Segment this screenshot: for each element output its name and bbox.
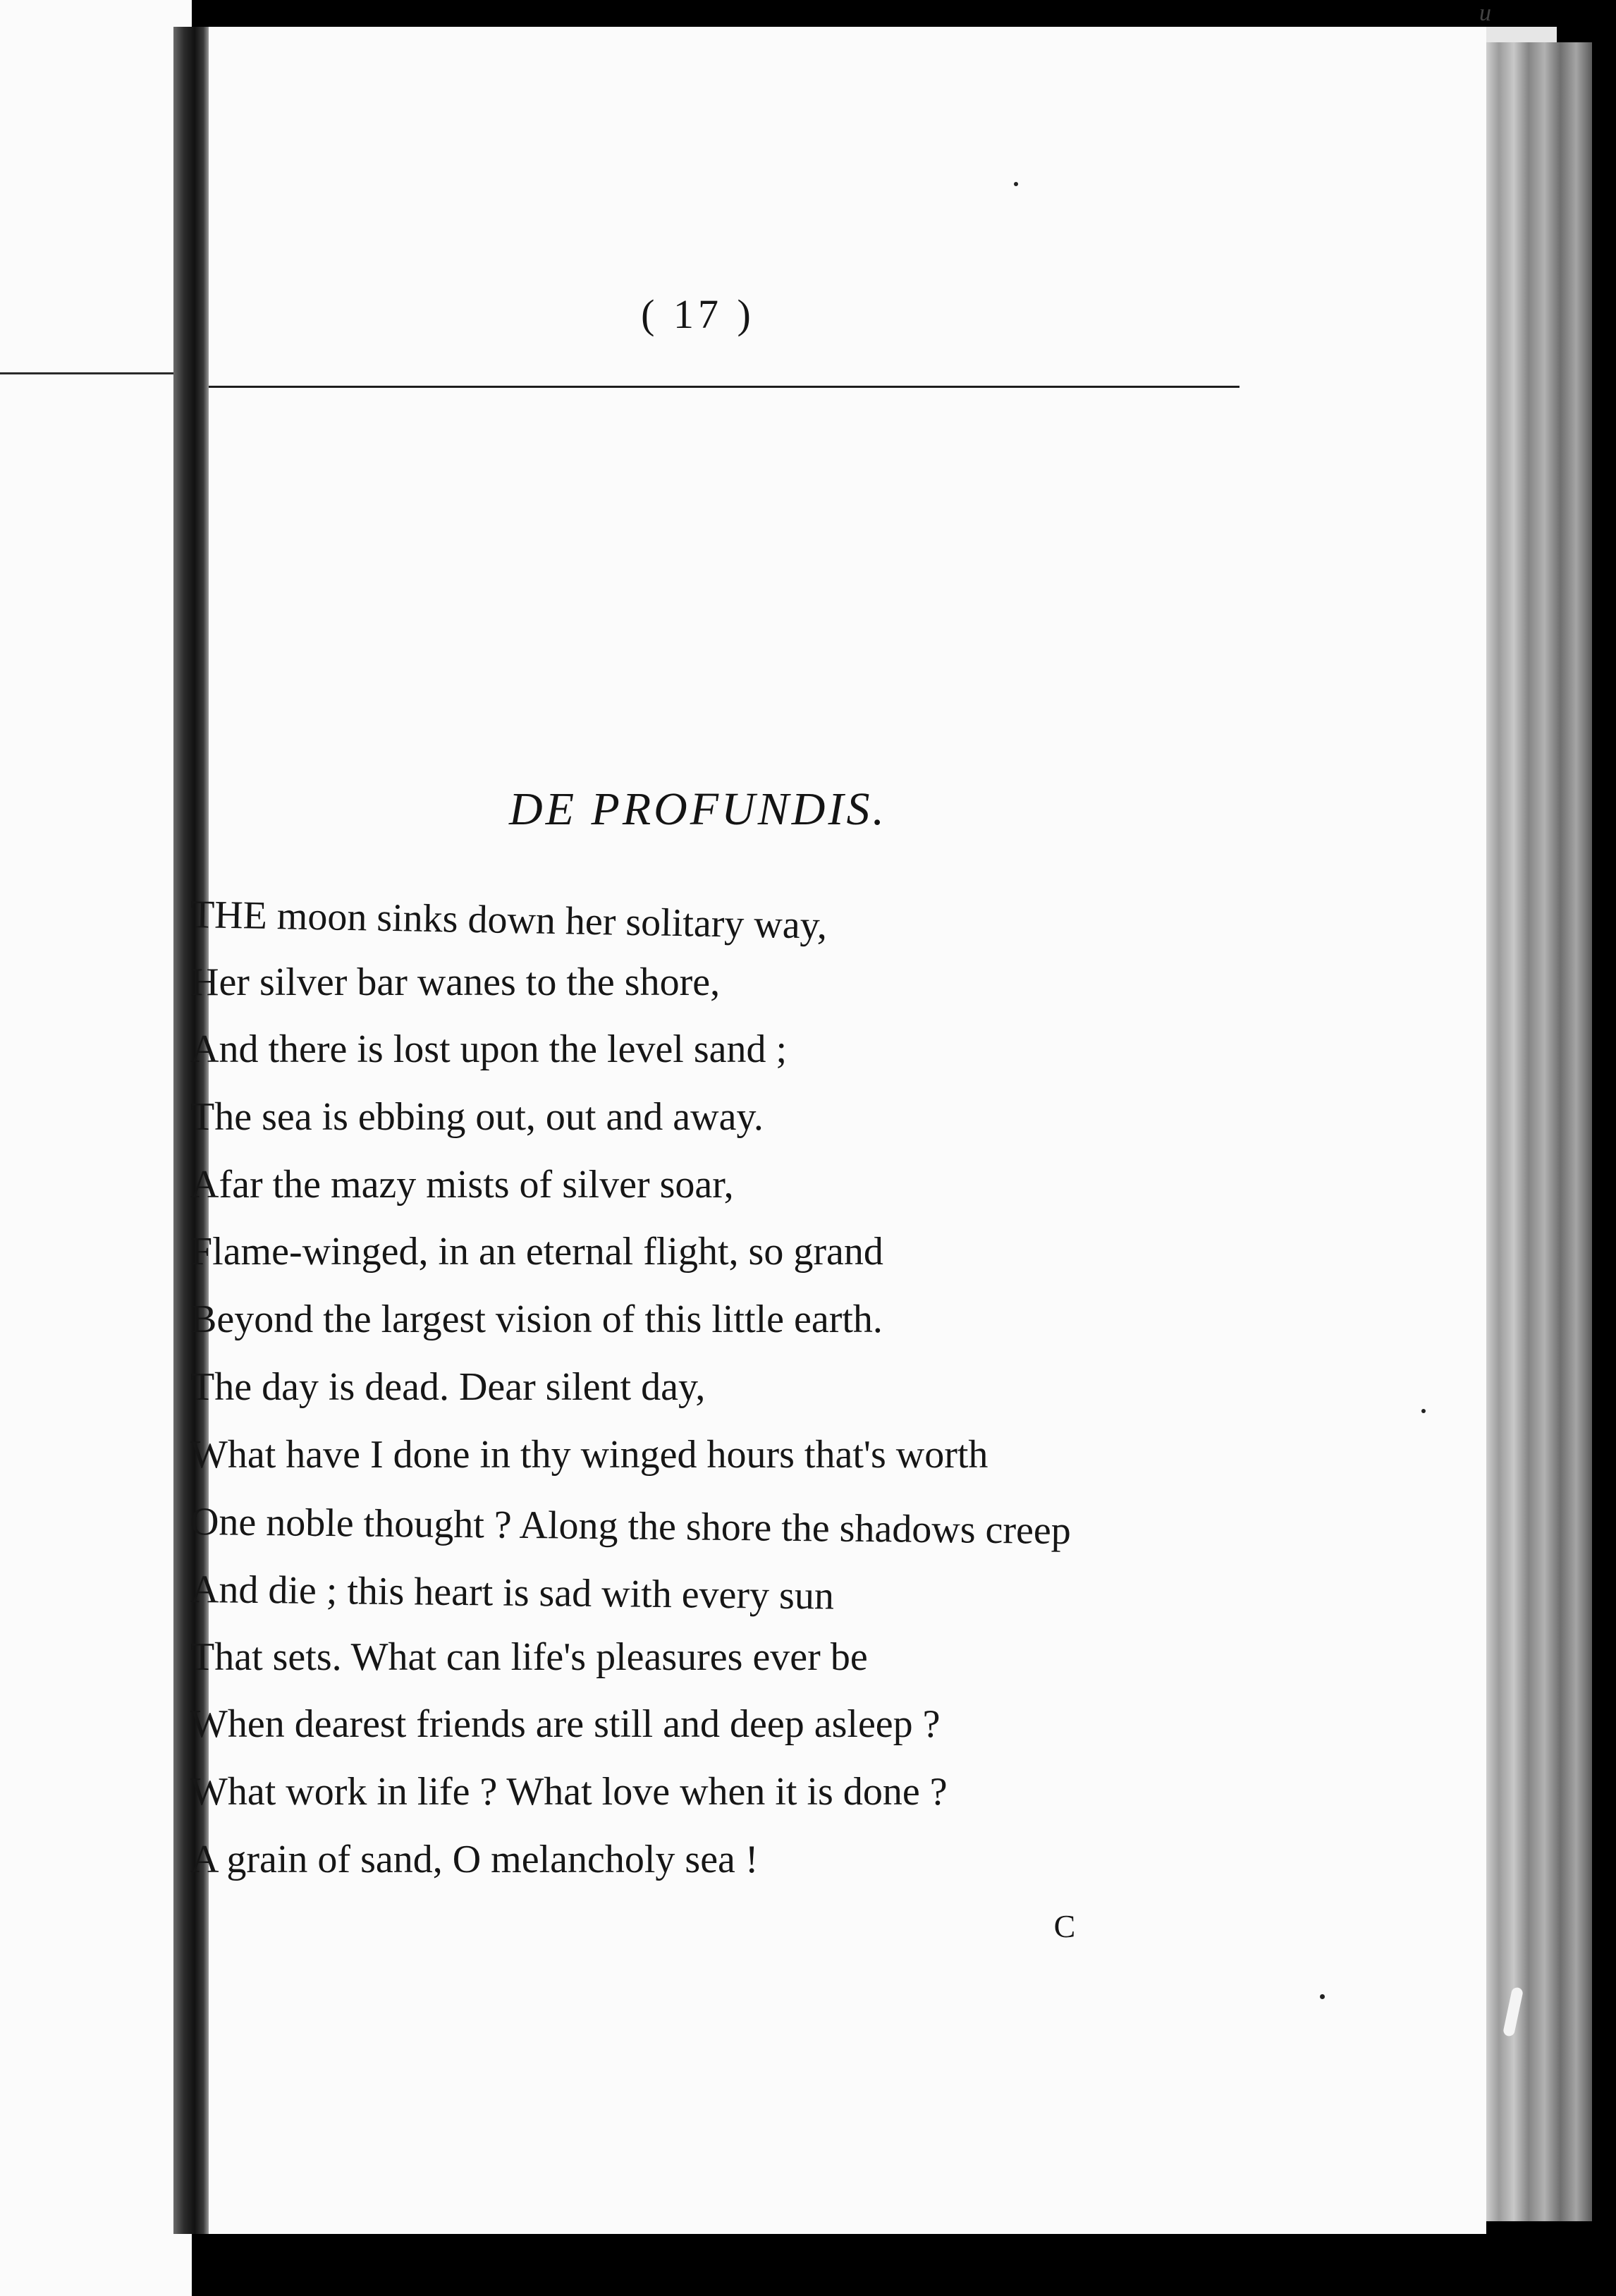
poem-line: That sets. What can life's pleasures ever be <box>190 1635 868 1679</box>
poem-line: The day is dead. Dear silent day, <box>190 1364 706 1409</box>
poem-line: THE moon sinks down her solitary way, <box>190 893 828 948</box>
poem-title: DE PROFUNDIS. <box>509 783 887 835</box>
poem-line: And die ; this heart is sad with every sun <box>190 1567 835 1618</box>
facing-page <box>0 0 192 2296</box>
poem-line: Afar the mazy mists of silver soar, <box>190 1162 734 1207</box>
facing-page-rule <box>0 372 192 374</box>
page-number: ( 17 ) <box>641 291 755 337</box>
ink-speck <box>1320 1994 1325 1999</box>
ink-speck <box>1014 182 1018 186</box>
poem-line: Flame-winged, in an eternal flight, so grand <box>190 1230 883 1274</box>
header-rule <box>209 386 1239 388</box>
poem-line: The sea is ebbing out, out and away. <box>190 1095 764 1140</box>
page-stack-edge <box>1486 42 1592 2221</box>
poem-line: Beyond the largest vision of this little earth. <box>190 1297 883 1342</box>
poem-line: What have I done in thy winged hours that's worth <box>190 1432 988 1477</box>
corner-mark: u <box>1479 0 1491 26</box>
poem-body <box>190 881 1248 1893</box>
poem-line: A grain of sand, O melancholy sea ! <box>190 1837 759 1881</box>
poem-line: Her silver bar wanes to the shore, <box>190 960 721 1004</box>
poem-line: What work in life ? What love when it is done ? <box>190 1769 948 1814</box>
poem-line: And there is lost upon the level sand ; <box>190 1027 788 1072</box>
ink-speck <box>1421 1409 1426 1413</box>
signature-mark: C <box>1053 1908 1076 1944</box>
poem-line: When dearest friends are still and deep asleep ? <box>190 1702 941 1747</box>
poem-line: One noble thought ? Along the shore the shadows creep <box>190 1500 1072 1553</box>
